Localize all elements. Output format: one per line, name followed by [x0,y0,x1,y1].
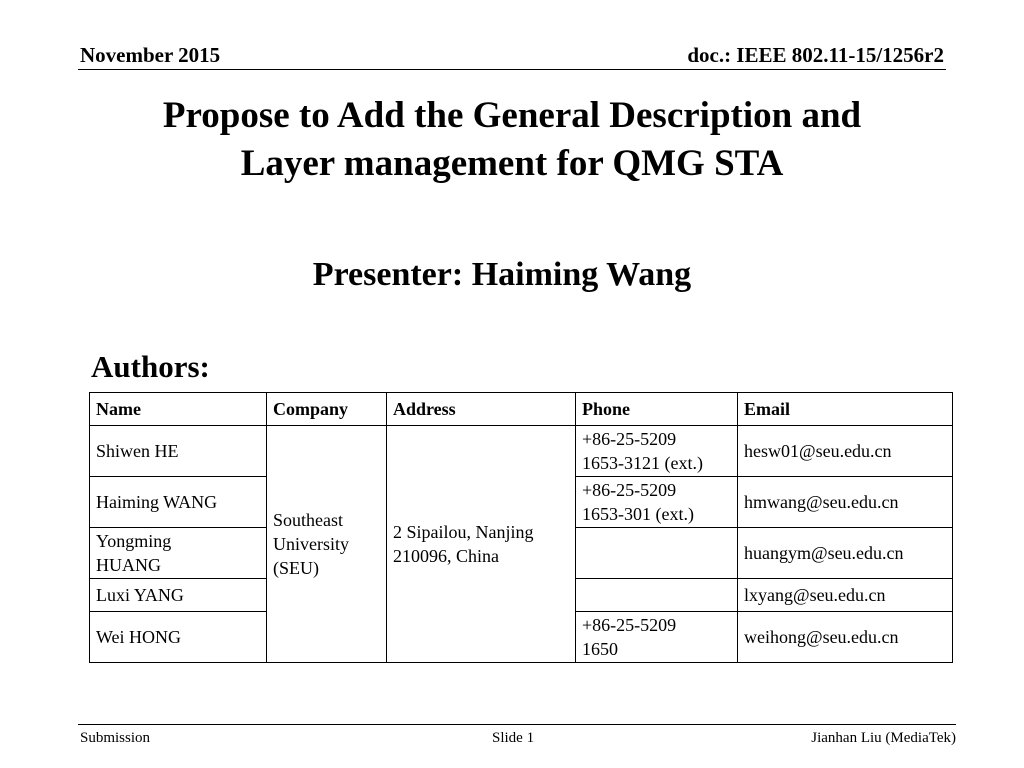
phone-cell [576,612,738,663]
phone-text: 1653-301 (ext.) [582,504,694,524]
author-name: Wei HONG [96,627,182,647]
phone-cell [576,477,738,528]
phone-text: +86-25-5209 [582,480,677,500]
header-doc-id: doc.: IEEE 802.11-15/1256r2 [687,43,944,67]
header-date: November 2015 [80,43,221,67]
phone-cell [576,528,738,579]
header-divider [78,69,946,70]
authors-table [89,392,953,663]
company-cell [267,426,387,663]
author-name-cell [90,477,267,528]
presenter-line: Presenter: Haiming Wang [312,256,692,293]
email-cell: weihong@seu.edu.cn [738,612,953,663]
phone-text: 1650 [582,639,618,659]
phone-text: +86-25-5209 [582,429,677,449]
column-header-phone: Phone [576,393,738,426]
email-cell: huangym@seu.edu.cn [738,528,953,579]
company-text: University [273,534,349,554]
author-name: Yongming [96,531,172,551]
column-header-name: Name [90,393,267,426]
column-header-address: Address [387,393,576,426]
author-name-cell [90,612,267,663]
table-header-row [90,393,953,426]
company-text: (SEU) [273,558,319,578]
phone-cell [576,426,738,477]
author-name: Shiwen HE [96,441,179,461]
email-cell: hesw01@seu.edu.cn [738,426,953,477]
phone-text: 1653-3121 (ext.) [582,453,703,473]
footer-submission: Submission [80,730,151,746]
phone-cell [576,579,738,612]
slide-title-line-1: Propose to Add the General Description and [162,95,862,136]
footer-slide-number: Slide 1 [492,730,535,746]
slide-title-line-2: Layer management for QMG STA [240,143,784,184]
author-name: Haiming WANG [96,492,218,512]
email-cell: hmwang@seu.edu.cn [738,477,953,528]
table-row [90,426,953,477]
column-header-email: Email [738,393,953,426]
address-text: 2 Sipailou, Nanjing [393,522,534,542]
address-text: 210096, China [393,546,499,566]
author-name-cell [90,426,267,477]
author-name-cell [90,528,267,579]
column-header-company: Company [267,393,387,426]
address-cell [387,426,576,663]
email-cell: lxyang@seu.edu.cn [738,579,953,612]
footer-author: Jianhan Liu (MediaTek) [811,730,956,746]
author-name-cell [90,579,267,612]
phone-text: +86-25-5209 [582,615,677,635]
footer-divider [78,724,956,725]
author-name: Luxi YANG [96,585,184,605]
slide-title [60,92,964,188]
author-name: HUANG [96,555,161,575]
authors-heading: Authors: [91,349,210,384]
company-text: Southeast [273,510,343,530]
